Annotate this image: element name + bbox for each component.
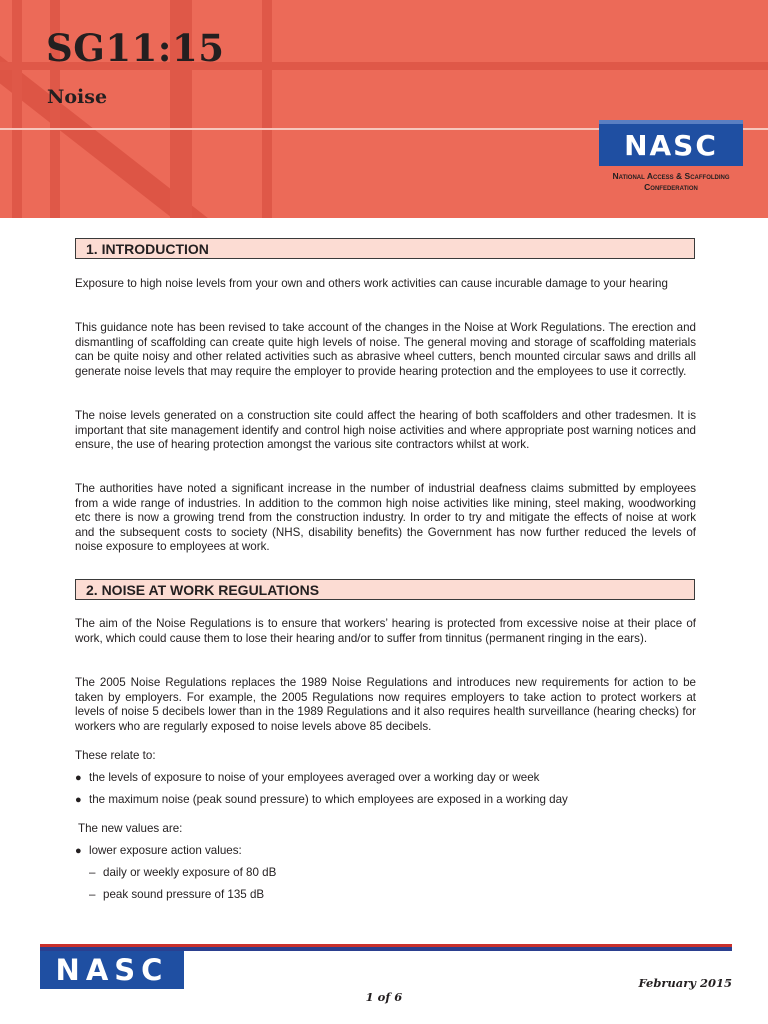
header-banner: [0, 0, 768, 218]
publication-date: February 2015: [638, 976, 732, 990]
logo-caption-line: Confederation: [644, 182, 698, 192]
paragraph: The aim of the Noise Regulations is to ensure that workers’ hearing is protected from excessive noise at their place of work, which could cause them to lose their hearing and/or to suffer from tinnitus (permanent ringing in the ears).: [75, 617, 696, 645]
nasc-logo-caption: [595, 171, 747, 193]
values-intro: The new values are:: [78, 822, 183, 835]
bullet-icon: ●: [75, 845, 82, 857]
section-heading-introduction: 1. INTRODUCTION: [75, 238, 695, 259]
list-item: [75, 793, 568, 807]
list-item-text: lower exposure action values:: [89, 844, 242, 857]
scaffold-pipe-decoration: [12, 0, 22, 218]
section-heading-noise-regulations: 2. NOISE AT WORK REGULATIONS: [75, 579, 695, 600]
page-number: 1 of 6: [365, 990, 403, 1004]
dash-icon: –: [89, 866, 96, 879]
relate-intro: These relate to:: [75, 749, 156, 762]
scaffold-pipe-decoration: [262, 0, 272, 218]
footer-logo-text: NASC: [55, 953, 169, 987]
sub-list-item: [89, 866, 276, 880]
paragraph: The authorities have noted a significant increase in the number of industrial deafness claims submitted by employees from a wide range of industries. In addition to the common high noise activities like mining, steel making, woodworking etc there is now a growing trend from the construction industry. In order to try and mitigate the effects of noise at work and the subsequent costs to society (NHS, disability benefits) the Government has now further reduced the levels of noise exposure to employees at work.: [75, 482, 696, 554]
sub-list-item-text: daily or weekly exposure of 80 dB: [103, 866, 277, 879]
paragraph: This guidance note has been revised to take account of the changes in the Noise at Work Regulations. The erection and dismantling of scaffolding can create quite high levels of noise. The general moving and storage of scaffolding materials can be quite noisy and other related activities such as abrasive wheel cutters, bench mounted circular saws and drills all generate noise levels that may require the employer to provide hearing protection and the employees to use it correctly.: [75, 321, 696, 378]
document-code: SG11:15: [46, 26, 225, 70]
bullet-icon: ●: [75, 772, 82, 784]
nasc-logo-text: NASC: [624, 128, 718, 162]
dash-icon: –: [89, 888, 96, 901]
list-item-text: the levels of exposure to noise of your employees averaged over a working day or week: [89, 771, 540, 784]
list-item: [75, 844, 242, 858]
logo-caption-line: National Access & Scaffolding: [612, 171, 730, 181]
sub-list-item-text: peak sound pressure of 135 dB: [103, 888, 265, 901]
paragraph: The 2005 Noise Regulations replaces the 1989 Noise Regulations and introduces new requirements for action to be taken by employers. For example, the 2005 Regulations now requires employers to take action to protect workers at levels of noise 5 decibels lower than in the 1989 Regulations and it also requires health surveillance (hearing checks) for workers who are regularly exposed to noise levels above 85 decibels.: [75, 676, 696, 733]
footer-nasc-logo: [40, 951, 184, 989]
nasc-logo: [599, 120, 743, 166]
paragraph: The noise levels generated on a construction site could affect the hearing of both scaffolders and other tradesmen. It is important that site management identify and control high noise activities and where appropriate post warning notices and ensure, the use of hearing protection amongst the various site contractors whilst at work.: [75, 409, 696, 452]
document-topic: Noise: [47, 86, 108, 108]
list-item-text: the maximum noise (peak sound pressure) to which employees are exposed in a working day: [89, 793, 568, 806]
list-item: [75, 771, 539, 785]
paragraph: Exposure to high noise levels from your own and others work activities can cause incurable damage to your hearing: [75, 277, 668, 290]
bullet-icon: ●: [75, 794, 82, 806]
sub-list-item: [89, 888, 264, 902]
